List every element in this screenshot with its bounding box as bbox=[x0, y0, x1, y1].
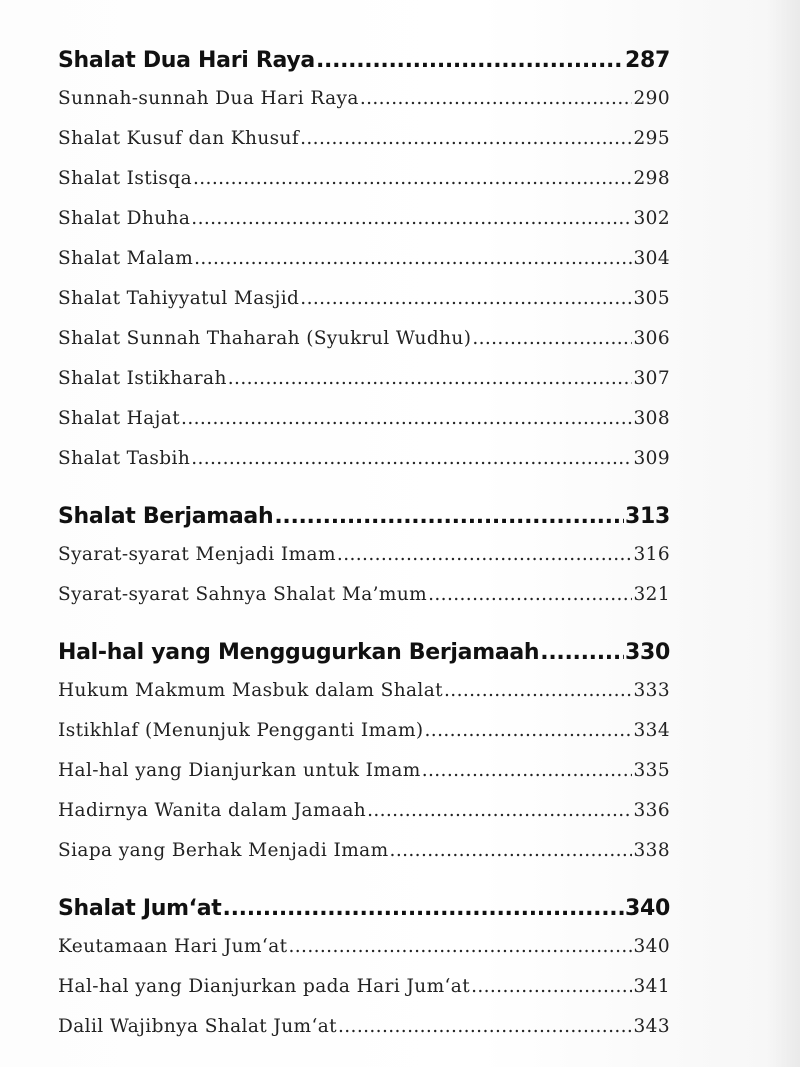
toc-page-number: 302 bbox=[633, 208, 670, 229]
toc-entry-title: Keutamaan Hari Jum‘at bbox=[58, 936, 288, 957]
toc-page-number: 309 bbox=[633, 448, 670, 469]
toc-entry bbox=[58, 1016, 670, 1056]
dot-leader bbox=[288, 936, 632, 957]
toc-page-number: 308 bbox=[633, 408, 670, 429]
toc-page-number: 335 bbox=[633, 760, 670, 781]
toc-entry bbox=[58, 840, 670, 880]
toc-entry-title: Hukum Makmum Masbuk dalam Shalat bbox=[58, 680, 444, 701]
toc-page-number: 333 bbox=[633, 680, 670, 701]
toc-entry bbox=[58, 800, 670, 840]
toc-page-number: 305 bbox=[633, 288, 670, 309]
dot-leader bbox=[471, 976, 632, 997]
toc-entry-title: Shalat Malam bbox=[58, 248, 194, 269]
toc-entry bbox=[58, 368, 670, 408]
toc-entry-title: Shalat Tahiyyatul Masjid bbox=[58, 288, 300, 309]
toc-entry bbox=[58, 448, 670, 488]
section-spacer bbox=[58, 488, 670, 504]
toc-page-number: 287 bbox=[624, 48, 670, 73]
toc-page-number: 306 bbox=[633, 328, 670, 349]
section-spacer bbox=[58, 880, 670, 896]
toc-entry-title: Istikhlaf (Menunjuk Pengganti Imam) bbox=[58, 720, 424, 741]
toc-page-number: 336 bbox=[633, 800, 670, 821]
table-of-contents bbox=[58, 48, 670, 1056]
toc-page-number: 304 bbox=[633, 248, 670, 269]
toc-page-number: 313 bbox=[624, 504, 670, 529]
toc-entry bbox=[58, 760, 670, 800]
dot-leader bbox=[300, 128, 632, 149]
toc-entry bbox=[58, 720, 670, 760]
toc-entry bbox=[58, 936, 670, 976]
dot-leader bbox=[191, 448, 632, 469]
dot-leader bbox=[360, 88, 633, 109]
toc-entry bbox=[58, 976, 670, 1016]
dot-leader bbox=[390, 840, 633, 861]
toc-page-number: 340 bbox=[624, 896, 670, 921]
toc-page-number: 307 bbox=[633, 368, 670, 389]
dot-leader bbox=[337, 544, 633, 565]
toc-page-number: 341 bbox=[633, 976, 670, 997]
toc-entry-title: Dalil Wajibnya Shalat Jum‘at bbox=[58, 1016, 337, 1037]
dot-leader bbox=[338, 1016, 632, 1037]
toc-page-number: 298 bbox=[633, 168, 670, 189]
toc-entry-title: Shalat Dhuha bbox=[58, 208, 191, 229]
dot-leader bbox=[425, 720, 633, 741]
toc-entry-title: Shalat Hajat bbox=[58, 408, 181, 429]
toc-entry bbox=[58, 328, 670, 368]
dot-leader bbox=[316, 48, 624, 73]
toc-entry bbox=[58, 544, 670, 584]
toc-section-title: Hal-hal yang Menggugurkan Berjamaah bbox=[58, 640, 540, 665]
toc-entry-title: Hadirnya Wanita dalam Jamaah bbox=[58, 800, 367, 821]
toc-entry bbox=[58, 208, 670, 248]
toc-entry-title: Hal-hal yang Dianjurkan pada Hari Jum‘at bbox=[58, 976, 471, 997]
toc-page-number: 316 bbox=[633, 544, 670, 565]
toc-section-title: Shalat Jum‘at bbox=[58, 896, 222, 921]
toc-section-heading bbox=[58, 504, 670, 544]
toc-entry-title: Syarat-syarat Menjadi Imam bbox=[58, 544, 336, 565]
toc-entry-title: Shalat Tasbih bbox=[58, 448, 191, 469]
dot-leader bbox=[422, 760, 633, 781]
dot-leader bbox=[540, 640, 624, 665]
dot-leader bbox=[472, 328, 632, 349]
section-spacer bbox=[58, 624, 670, 640]
toc-section-heading bbox=[58, 48, 670, 88]
toc-page-number: 338 bbox=[633, 840, 670, 861]
toc-page-number: 340 bbox=[633, 936, 670, 957]
dot-leader bbox=[193, 168, 632, 189]
toc-entry-title: Shalat Istisqa bbox=[58, 168, 192, 189]
dot-leader bbox=[223, 896, 624, 921]
dot-leader bbox=[300, 288, 632, 309]
dot-leader bbox=[274, 504, 624, 529]
toc-entry-title: Hal-hal yang Dianjurkan untuk Imam bbox=[58, 760, 421, 781]
toc-entry bbox=[58, 584, 670, 624]
toc-section-heading bbox=[58, 640, 670, 680]
toc-section-title: Shalat Berjamaah bbox=[58, 504, 274, 529]
toc-entry bbox=[58, 288, 670, 328]
toc-page-number: 343 bbox=[633, 1016, 670, 1037]
dot-leader bbox=[428, 584, 632, 605]
toc-page-number: 290 bbox=[633, 88, 670, 109]
toc-entry bbox=[58, 88, 670, 128]
toc-entry bbox=[58, 168, 670, 208]
toc-entry bbox=[58, 408, 670, 448]
dot-leader bbox=[367, 800, 632, 821]
toc-page-number: 330 bbox=[624, 640, 670, 665]
toc-section-heading bbox=[58, 896, 670, 936]
dot-leader bbox=[194, 248, 632, 269]
toc-page-number: 321 bbox=[633, 584, 670, 605]
toc-section-title: Shalat Dua Hari Raya bbox=[58, 48, 315, 73]
toc-entry-title: Shalat Istikharah bbox=[58, 368, 227, 389]
toc-entry-title: Syarat-syarat Sahnya Shalat Ma’mum bbox=[58, 584, 428, 605]
toc-entry bbox=[58, 248, 670, 288]
toc-entry-title: Sunnah-sunnah Dua Hari Raya bbox=[58, 88, 359, 109]
toc-entry bbox=[58, 680, 670, 720]
dot-leader bbox=[444, 680, 632, 701]
dot-leader bbox=[191, 208, 632, 229]
dot-leader bbox=[181, 408, 632, 429]
toc-page-number: 334 bbox=[633, 720, 670, 741]
toc-entry-title: Siapa yang Berhak Menjadi Imam bbox=[58, 840, 389, 861]
toc-entry-title: Shalat Kusuf dan Khusuf bbox=[58, 128, 300, 149]
toc-page-number: 295 bbox=[633, 128, 670, 149]
toc-entry bbox=[58, 128, 670, 168]
toc-entry-title: Shalat Sunnah Thaharah (Syukrul Wudhu) bbox=[58, 328, 472, 349]
page-edge-shadow bbox=[766, 0, 800, 1067]
dot-leader bbox=[228, 368, 633, 389]
